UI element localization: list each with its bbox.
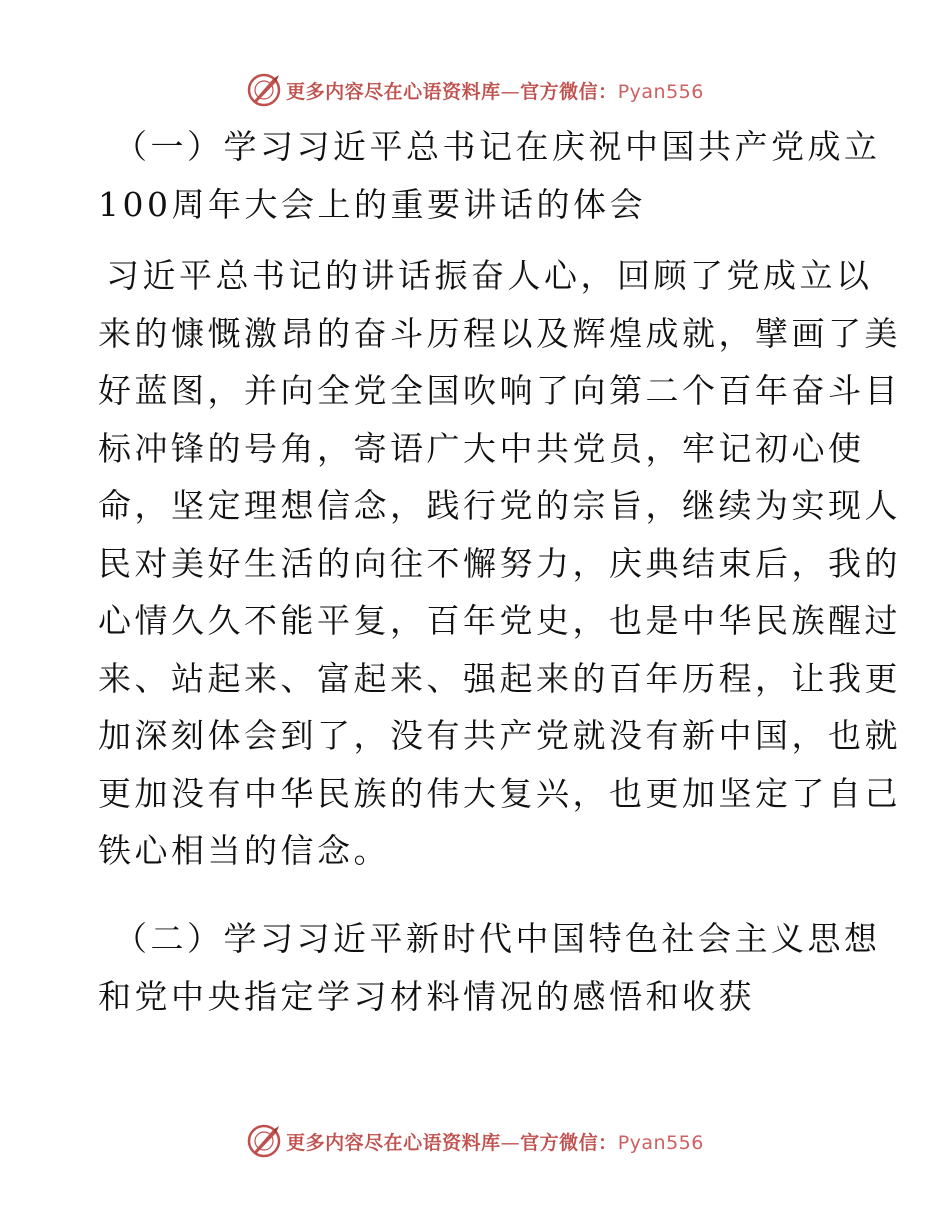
section-heading-1 bbox=[98, 118, 881, 233]
paragraph-line: 好蓝图，并向全党全国吹响了向第二个百年奋斗目 bbox=[98, 371, 901, 410]
paragraph-line: 加深刻体会到了，没有共产党就没有新中国，也就 bbox=[98, 716, 901, 755]
watermark-text bbox=[286, 77, 704, 104]
body-paragraph-1 bbox=[98, 247, 901, 880]
heading-line: （二）学习习近平新时代中国特色社会主义思想 bbox=[114, 919, 881, 958]
watermark-main-text: 更多内容尽在心语资料库 bbox=[286, 1131, 501, 1154]
heading-line: 100周年大会上的重要讲话的体会 bbox=[98, 184, 646, 224]
quill-pen-logo-icon bbox=[246, 72, 282, 108]
paragraph-line: 心情久久不能平复，百年党史，也是中华民族醒过 bbox=[98, 601, 901, 640]
paragraph-line: 标冲锋的号角，寄语广大中共党员，牢记初心使 bbox=[98, 428, 865, 468]
heading-line: 和党中央指定学习材料情况的感悟和收获 bbox=[98, 976, 755, 1016]
footer-watermark-banner bbox=[0, 1121, 950, 1161]
paragraph-line: 铁心相当的信念。 bbox=[98, 831, 390, 870]
watermark-official-label: 官方微信： bbox=[520, 1131, 618, 1154]
watermark-separator: — bbox=[500, 80, 521, 103]
watermark-wechat-id: Pyan556 bbox=[617, 1131, 704, 1154]
paragraph-line: 来的慷慨激昂的奋斗历程以及辉煌成就，擘画了美 bbox=[98, 313, 901, 353]
paragraph-line: 民对美好生活的向往不懈努力，庆典结束后，我的 bbox=[98, 543, 901, 583]
watermark-official-label: 官方微信： bbox=[520, 80, 618, 103]
header-watermark-banner bbox=[0, 70, 950, 110]
quill-pen-logo-icon bbox=[246, 1123, 282, 1159]
section-heading-2 bbox=[98, 910, 881, 1025]
paragraph-line: 来、站起来、富起来、强起来的百年历程，让我更 bbox=[98, 658, 901, 698]
watermark-separator: — bbox=[500, 1131, 521, 1154]
paragraph-line: 命，坚定理想信念，践行党的宗旨，继续为实现人 bbox=[98, 486, 901, 525]
watermark-text bbox=[286, 1128, 704, 1155]
watermark-main-text: 更多内容尽在心语资料库 bbox=[286, 80, 501, 103]
paragraph-line: 习近平总书记的讲话振奋人心，回顾了党成立以 bbox=[106, 256, 873, 295]
paragraph-line: 更加没有中华民族的伟大复兴，也更加坚定了自己 bbox=[98, 773, 901, 813]
heading-line: （一）学习习近平总书记在庆祝中国共产党成立 bbox=[114, 127, 881, 166]
watermark-wechat-id: Pyan556 bbox=[617, 80, 704, 103]
